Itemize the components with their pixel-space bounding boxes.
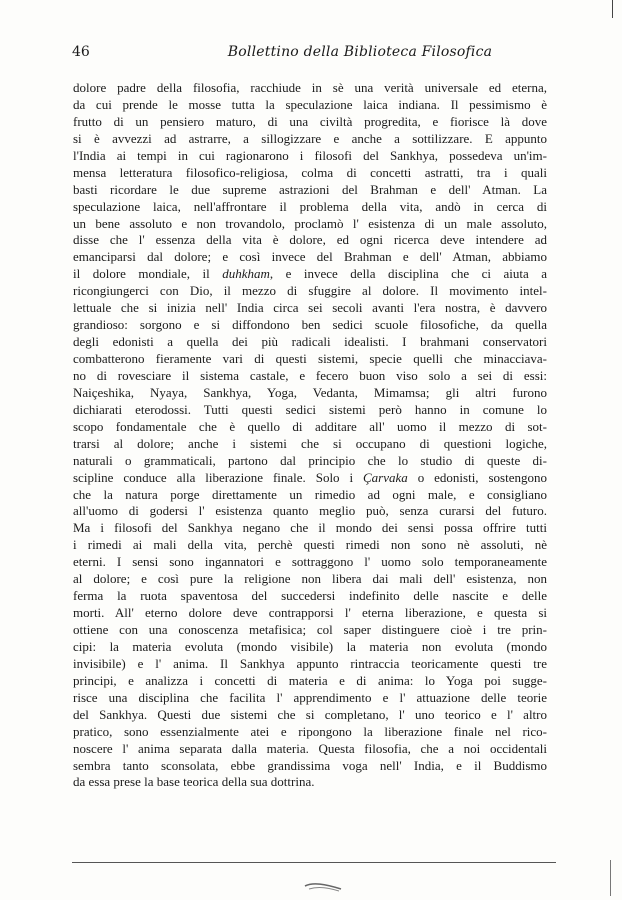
text-line: si è avvezzi ad astrarre, a sillogizzare e anche a sottilizzare. E appunto xyxy=(73,130,547,146)
text-line: ferma la ruota spaventosa del succedersi indefinito delle nascite e delle xyxy=(73,588,547,604)
text-line: un bene assoluto e non trovandolo, proclamò l' esistenza di un male assoluto, xyxy=(73,215,547,231)
page-number: 46 xyxy=(72,44,90,60)
text-line: naturali o grammaticali, partono dal principio che lo studio di queste di- xyxy=(73,452,547,468)
text-line: all'uomo di godersi l' esistenza quanto meglio può, senza curarsi del futuro. xyxy=(73,503,547,519)
scan-edge-mark xyxy=(610,860,615,896)
text-line: risce una disciplina che facilita l' apprendimento e l' attuazione delle teorie xyxy=(73,689,547,705)
text-line: basti ricordare le due supreme astrazioni del Brahman e dell' Atman. La xyxy=(73,181,547,197)
text-line: al dolore; e così pure la religione non libera dai mali dell' esistenza, non xyxy=(73,571,547,587)
text-line: cipi: la materia evoluta (mondo visibile) la materia non evoluta (mondo xyxy=(73,638,547,654)
text-line: principi, e analizza i concetti di materia e di anima: lo Yoga poi sugge- xyxy=(73,672,547,688)
text-line: combatterono fieramente vari di questi sistemi, specie quelli che minacciava- xyxy=(73,351,547,366)
text-line: scopo fondamentale che è quello di additare all' uomo il mezzo di sot- xyxy=(73,418,547,434)
text-line: ottiene con una conoscenza metafisica; col saper distinguere cioè i tre prin- xyxy=(73,622,547,637)
text-line: il dolore mondiale, il duhkham, e invece della disciplina che ci aiuta a xyxy=(73,266,547,282)
text-line: dichiarati eterodossi. Tutti questi sedici sistemi però hanno in comune lo xyxy=(73,401,547,417)
text-line: scipline conduce alla liberazione finale. Solo i Çarvaka o edonisti, sostengono xyxy=(73,469,547,485)
text-line: noscere l' anima separata dalla materia. Questa filosofia, che a noi occidentali xyxy=(73,740,547,756)
text-line: che la natura porge direttamente un rimedio ad ogni male, e consigliano xyxy=(73,486,547,502)
text-line: mensa letteratura filosofico-religiosa, colma di concetti astratti, tra i quali xyxy=(73,164,547,180)
text-line: sembra tanto sconsolata, ebbe grandissima voga nell' India, e il Buddismo xyxy=(73,757,547,773)
text-line: dolore padre della filosofia, racchiude in sè una verità universale ed eterna, xyxy=(73,80,547,95)
text-line: l'India ai tempi in cui ragionarono i filosofi del Sankhya, possedeva un'im- xyxy=(73,147,547,163)
text-line: ricongiungerci con Dio, il mezzo di sfuggire al dolore. Il movimento intel- xyxy=(73,283,547,299)
text-line: invisibile) e l' anima. Il Sankhya appunto rintraccia teoricamente questi tre xyxy=(73,655,547,671)
text-line: morti. All' eterno dolore deve contrapporsi l' eterna liberazione, e questa si xyxy=(73,605,547,621)
text-line: pratico, sono essenzialmente atei e ripongono la liberazione finale nel rico- xyxy=(73,723,547,739)
body-paragraph xyxy=(73,80,547,791)
text-line: trarsi al dolore; anche i sistemi che si occupano di questioni logiche, xyxy=(73,435,547,451)
italic-term: Çarvaka xyxy=(363,469,408,485)
text-line: grandioso: sorgono e si diffondono ben sedici scuole filosofiche, da quella xyxy=(73,317,547,333)
text-line: da essa prese la base teorica della sua dottrina. xyxy=(73,774,315,790)
running-title: Bollettino della Biblioteca Filosofica xyxy=(227,44,493,60)
footer-rule xyxy=(72,862,556,863)
text-line: eterni. I sensi sono ingannatori e sottraggono l' uomo solo temporaneamente xyxy=(73,554,547,570)
scan-edge-mark-top xyxy=(612,0,613,18)
text-line: lettuale che si inizia nell' India circa sei secoli avanti l'era nostra, è davvero xyxy=(73,300,547,316)
scan-smudge-mark xyxy=(303,880,343,892)
text-line: da cui prende le mosse tutta la speculazione laica indiana. Il pessimismo è xyxy=(73,96,547,112)
text-line: Naiçeshika, Nyaya, Sankhya, Yoga, Vedanta, Mimamsa; gli altri furono xyxy=(73,384,547,400)
text-line: speculazione laica, nell'affrontare il problema della vita, andò in cerca di xyxy=(73,198,547,214)
text-line: degli edonisti a quella dei più radicali idealisti. I brahmani conservatori xyxy=(73,334,547,350)
text-line: Ma i filosofi del Sankhya negano che il mondo dei sensi possa offrire tutti xyxy=(73,520,547,536)
text-line: frutto di un pensiero maturo, di una civiltà progredita, e fiorisce là dove xyxy=(73,113,547,129)
italic-term: duhkham xyxy=(222,266,270,282)
text-line: no di rovesciare il sistema castale, e fecero buon viso solo a sei di essi: xyxy=(73,367,547,383)
text-line: emanciparsi dal dolore; e così invece del Brahman e dell' Atman, abbiamo xyxy=(73,249,547,265)
text-line: i rimedi ai mali della vita, perchè questi rimedi non sono nè assoluti, nè xyxy=(73,537,547,553)
text-line: disse che l' essenza della vita è dolore, ed ogni ricerca deve intendere ad xyxy=(73,232,547,248)
text-line: del Sankhya. Questi due sistemi che si completano, l' uno teorico e l' altro xyxy=(73,706,547,722)
